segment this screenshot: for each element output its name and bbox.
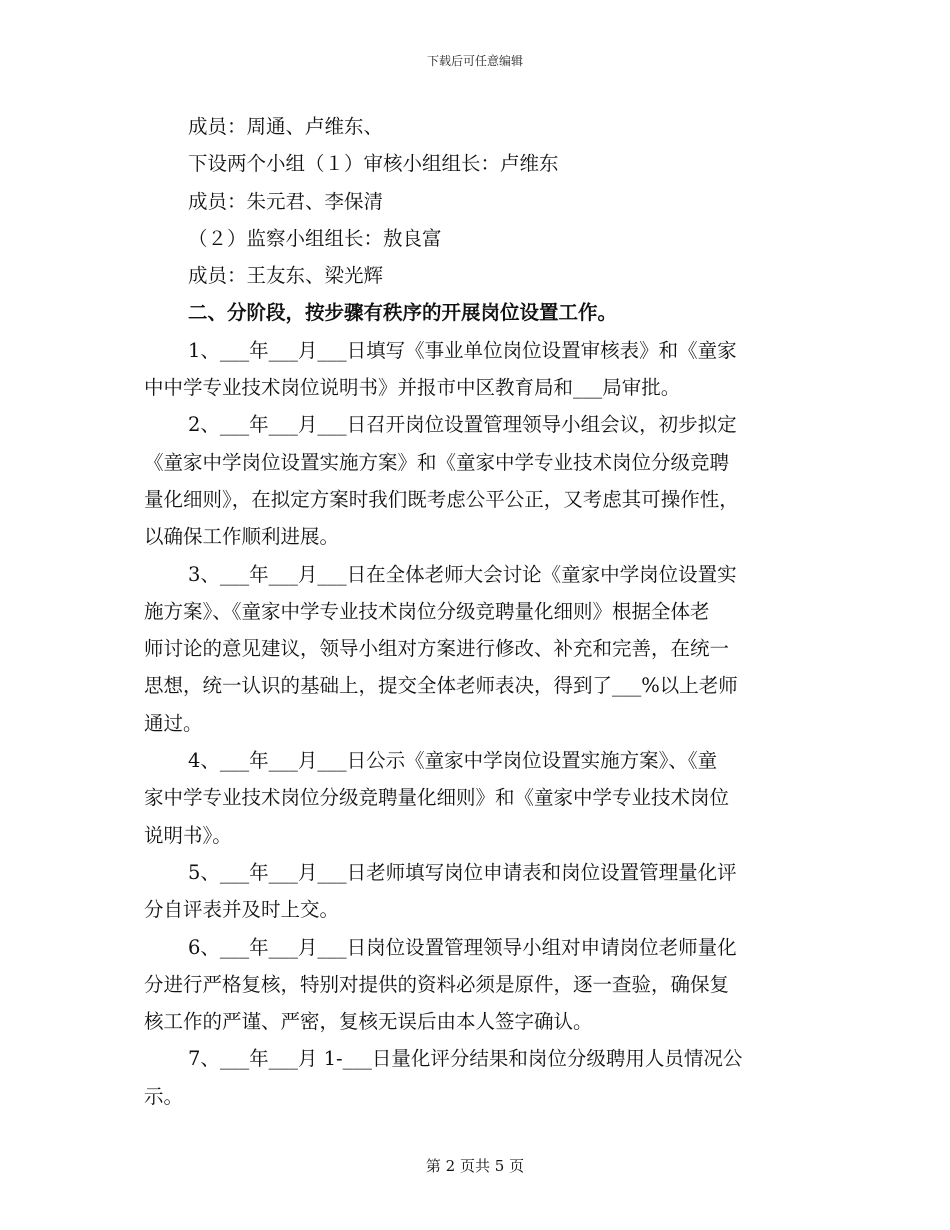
text-line: 施方案》、《童家中学专业技术岗位分级竞聘量化细则》根据全体老	[144, 599, 710, 623]
text-line: 5、___年___月___日老师填写岗位申请表和岗位设置管理量化评	[188, 860, 737, 884]
text-line: 核工作的严谨、严密，复核无误后由本人签字确认。	[144, 1010, 593, 1034]
text-line: 家中学专业技术岗位分级竞聘量化细则》和《童家中学专业技术岗位	[144, 786, 730, 810]
text-line: 思想，统一认识的基础上，提交全体老师表决，得到了___%以上老师	[144, 674, 738, 698]
text-line: 成员：周通、卢维东、	[188, 115, 384, 138]
text-line: （２）监察小组组长：敖良富	[188, 226, 442, 250]
text-line: 下设两个小组（１）审核小组组长：卢维东	[188, 152, 559, 176]
page-header: 下载后可任意编辑	[426, 54, 523, 68]
section-heading: 二、分阶段，按步骤有秩序的开展岗位设置工作。	[188, 301, 618, 325]
text-line: 量化细则》，在拟定方案时我们既考虑公平公正，又考虑其可操作性，	[144, 487, 739, 511]
text-line: 成员：朱元君、李保清	[188, 189, 384, 213]
text-line: 3、___年___月___日在全体老师大会讨论《童家中学岗位设置实	[188, 562, 737, 586]
text-line: 师讨论的意见建议，领导小组对方案进行修改、补充和完善，在统一	[144, 637, 730, 661]
text-line: 中中学专业技术岗位说明书》并报市中区教育局和___局审批。	[144, 376, 681, 400]
text-line: 4、___年___月___日公示《童家中学岗位设置实施方案》、《童	[188, 749, 718, 773]
text-line: 《童家中学岗位设置实施方案》和《童家中学专业技术岗位分级竞聘	[144, 450, 730, 474]
text-line: 说明书》。	[144, 823, 232, 847]
text-line: 7、___年___月 1-___日量化评分结果和岗位分级聘用人员情况公	[188, 1047, 743, 1071]
text-line: 以确保工作顺利进展。	[144, 525, 340, 549]
text-line: 成员：王友东、梁光辉	[188, 264, 384, 288]
text-line: 示。	[144, 1084, 184, 1108]
page-footer: 第 2 页共 5 页	[425, 1157, 525, 1175]
text-line: 2、___年___月___日召开岗位设置管理领导小组会议，初步拟定	[188, 413, 737, 437]
text-line: 6、___年___月___日岗位设置管理领导小组对申请岗位老师量化	[188, 935, 737, 959]
document-body	[144, 108, 808, 1115]
text-line: 1、___年___月___日填写《事业单位岗位设置审核表》和《童家	[188, 338, 737, 362]
text-line: 分进行严格复核，特别对提供的资料必须是原件，逐一查验，确保复	[144, 972, 730, 996]
text-line: 通过。	[144, 711, 203, 735]
text-line: 分自评表并及时上交。	[144, 898, 340, 922]
